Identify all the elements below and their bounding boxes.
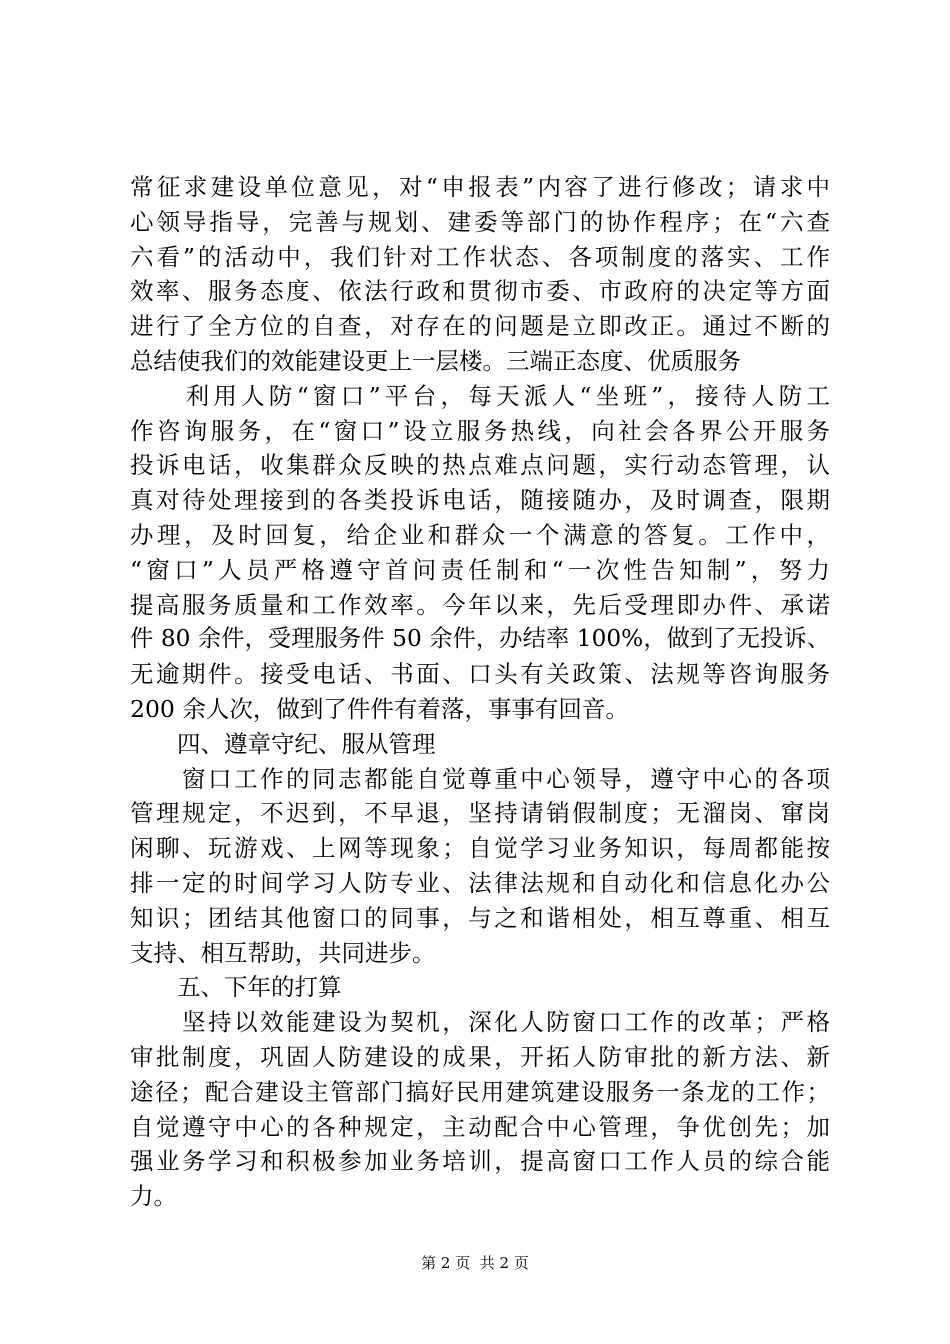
text-line: 力。 — [130, 1182, 177, 1211]
text-line: 进行了全方位的自查，对存在的问题是立即改正。通过不断的 — [130, 312, 830, 341]
text-line: 支持、相互帮助，共同进步。 — [130, 938, 436, 967]
text-line: 常征求建设单位意见，对“申报表”内容了进行修改；请求中 — [130, 173, 830, 201]
text-line: 总结使我们的效能建设更上一层楼。三端正态度、优质服务 — [130, 346, 741, 375]
text-line: 强业务学习和积极参加业务培训，提高窗口工作人员的综合能 — [130, 1147, 830, 1176]
text-line: 利用人防“窗口”平台，每天派人“坐班”，接待人防工 — [130, 381, 830, 410]
text-line: 管理规定，不迟到，不早退，坚持请销假制度；无溜岗、窜岗 — [130, 799, 830, 828]
text-line: “窗口”人员严格遵守首问责任制和“一次性告知制”，努力 — [130, 555, 830, 584]
text-line: 办理，及时回复，给企业和群众一个满意的答复。工作中， — [130, 520, 830, 549]
page-number-footer: 第 2 页 共 2 页 — [421, 1254, 529, 1272]
text-line: 提高服务质量和工作效率。今年以来，先后受理即办件、承诺 — [130, 590, 830, 619]
text-line: 200 余人次，做到了件件有着落，事事有回音。 — [130, 694, 629, 723]
text-line: 效率、服务态度、依法行政和贯彻市委、市政府的决定等方面 — [130, 277, 830, 306]
text-line: 真对待处理接到的各类投诉电话，随接随办，及时调查，限期 — [130, 486, 830, 515]
text-line: 投诉电话，收集群众反映的热点难点问题，实行动态管理，认 — [130, 451, 830, 480]
text-line: 四、遵章守纪、服从管理 — [130, 729, 436, 758]
text-line: 坚持以效能建设为契机，深化人防窗口工作的改革；严格 — [130, 1008, 830, 1037]
text-line: 审批制度，巩固人防建设的成果，开拓人防审批的新方法、新 — [130, 1042, 830, 1071]
text-line: 六看”的活动中，我们针对工作状态、各项制度的落实、工作 — [130, 242, 830, 271]
document-body — [130, 170, 830, 1214]
text-line: 排一定的时间学习人防专业、法律法规和自动化和信息化办公 — [130, 868, 830, 897]
text-line: 知识；团结其他窗口的同事，与之和谐相处，相互尊重、相互 — [130, 903, 830, 932]
text-line: 途径；配合建设主管部门搞好民用建筑建设服务一条龙的工作； — [130, 1077, 830, 1106]
text-line: 闲聊、玩游戏、上网等现象；自觉学习业务知识，每周都能按 — [130, 834, 830, 863]
text-line: 心领导指导，完善与规划、建委等部门的协作程序；在“六查 — [130, 207, 830, 236]
text-line: 五、下年的打算 — [130, 973, 342, 1002]
text-line: 无逾期件。接受电话、书面、口头有关政策、法规等咨询服务 — [130, 660, 830, 689]
text-line: 件 80 余件，受理服务件 50 余件，办结率 100%，做到了无投诉、 — [130, 625, 830, 653]
text-line: 自觉遵守中心的各种规定，主动配合中心管理，争优创先；加 — [130, 1112, 830, 1141]
text-line: 作咨询服务，在“窗口”设立服务热线，向社会各界公开服务 — [130, 416, 830, 445]
text-line: 窗口工作的同志都能自觉尊重中心领导，遵守中心的各项 — [130, 764, 830, 793]
